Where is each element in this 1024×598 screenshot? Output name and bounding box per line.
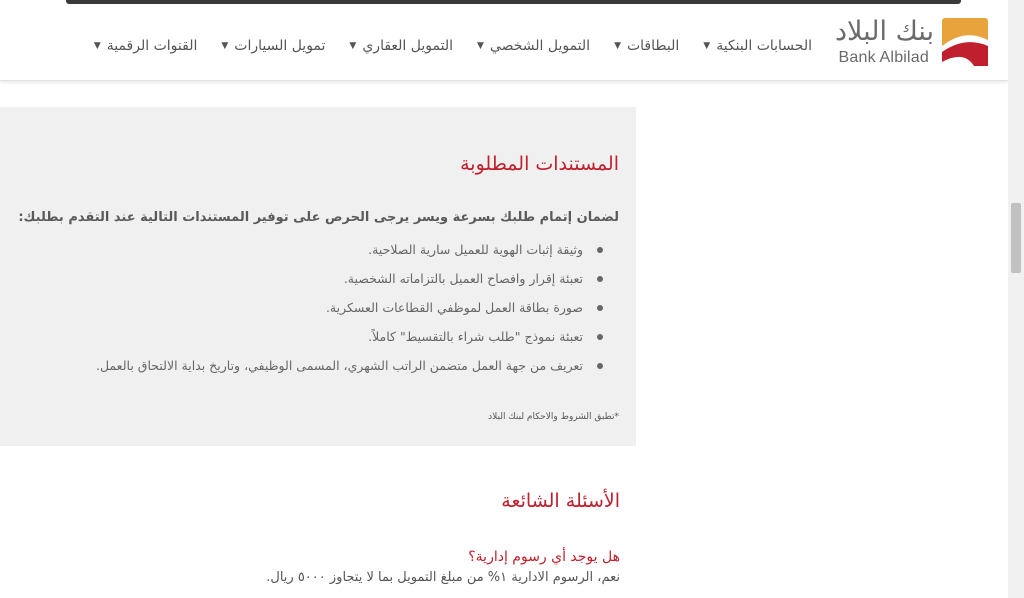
terms-note: *تطبق الشروط والاحكام لبنك البلاد	[488, 412, 619, 422]
nav-item-digital-channels[interactable]	[94, 38, 198, 54]
documents-title: المستندات المطلوبة	[460, 153, 619, 175]
nav-item-bank-accounts[interactable]	[703, 38, 812, 54]
list-item	[96, 240, 603, 269]
caret-down-icon: ▼	[703, 41, 711, 51]
nav-item-auto-finance[interactable]	[221, 38, 325, 54]
bullet-icon	[597, 334, 603, 340]
faq-question[interactable]: هل يوجد أي رسوم إدارية؟	[468, 549, 620, 565]
caret-down-icon: ▼	[349, 41, 357, 51]
documents-intro: لضمان إتمام طلبك بسرعة ويسر يرجى الحرص على توفير المستندات التالية عند التقدم بطلبك:	[18, 210, 619, 225]
nav-item-real-estate-finance[interactable]	[349, 38, 453, 54]
nav-item-label: الحسابات البنكية	[716, 38, 812, 54]
faq-title: الأسئلة الشائعة	[501, 490, 620, 512]
bank-logo-mark-icon	[942, 18, 988, 66]
bullet-icon	[597, 305, 603, 311]
scrollbar-thumb[interactable]	[1011, 203, 1021, 273]
nav-item-label: القنوات الرقمية	[106, 38, 198, 54]
bullet-icon	[597, 276, 603, 282]
list-item-text: تعبئة نموذج "طلب شراء بالتقسيط" كاملاً.	[368, 329, 583, 344]
bullet-icon	[597, 363, 603, 369]
faq-answer: نعم، الرسوم الادارية ١% من مبلغ التمويل بما لا يتجاوز ٥٠٠٠ ريال.	[266, 570, 620, 585]
nav-item-label: تمويل السيارات	[234, 38, 326, 54]
main-nav	[94, 34, 812, 58]
list-item	[96, 298, 603, 327]
page-scrollbar[interactable]	[1008, 0, 1024, 598]
bank-logo-arabic: بنك البلاد	[834, 16, 934, 47]
nav-item-label: التمويل العقاري	[362, 38, 453, 54]
nav-item-label: التمويل الشخصي	[489, 38, 591, 54]
caret-down-icon: ▼	[93, 41, 101, 51]
documents-list	[96, 240, 603, 385]
list-item-text: تعريف من جهة العمل متضمن الراتب الشهري، المسمى الوظيفي، وتاريخ بداية الالتحاق بالعمل.	[96, 358, 583, 373]
bank-logo[interactable]	[823, 18, 988, 74]
caret-down-icon: ▼	[221, 41, 229, 51]
bullet-icon	[597, 247, 603, 253]
nav-item-personal-finance[interactable]	[477, 38, 590, 54]
list-item-text: تعبئة إقرار وافصاح العميل بالتزاماته الشخصية.	[343, 271, 583, 286]
required-documents-panel	[0, 107, 636, 446]
bank-logo-english: Bank Albilad	[838, 49, 929, 66]
list-item-text: صورة بطاقة العمل لموظفي القطاعات العسكرية.	[325, 300, 583, 315]
caret-down-icon: ▼	[614, 41, 621, 51]
list-item	[96, 327, 603, 356]
list-item-text: وثيقة إثبات الهوية للعميل سارية الصلاحية.	[368, 242, 583, 257]
list-item	[96, 269, 603, 298]
caret-down-icon: ▼	[476, 41, 484, 51]
nav-item-label: البطاقات	[626, 38, 680, 54]
nav-item-cards[interactable]	[614, 38, 679, 54]
list-item	[96, 356, 603, 385]
site-header	[0, 4, 1008, 81]
